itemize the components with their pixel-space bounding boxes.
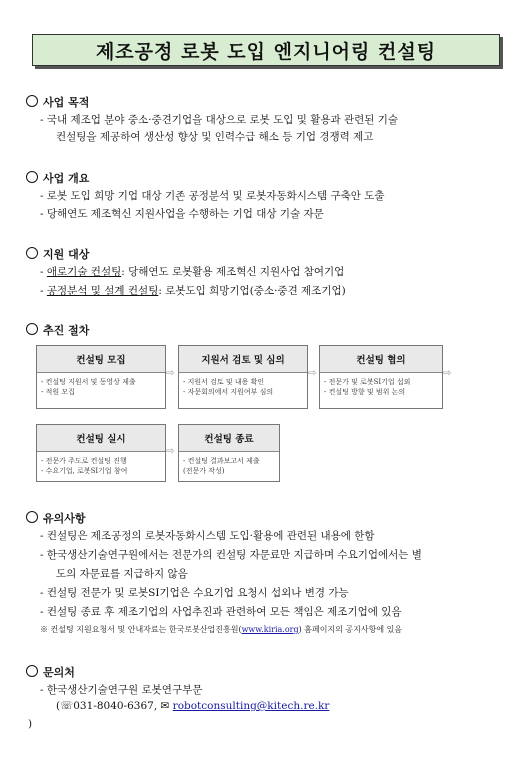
contact-email-link[interactable]: robotconsulting@kitech.re.kr bbox=[172, 700, 330, 712]
target-b-text: : 로봇도입 희망기업(중소·중견 제조기업) bbox=[158, 285, 346, 297]
notes-line-3: 도의 자문료를 지급하지 않음 bbox=[56, 568, 188, 580]
arrow-right-icon: ⇨ bbox=[308, 368, 317, 379]
process-step-2: 지원서 검토 및 심의 - 지원서 검토 및 내용 확인 - 자문회의에서 지원여부 심의 bbox=[178, 345, 308, 409]
notes-footnote: ※ 컨설팅 지원요청서 및 안내자료는 한국로봇산업진흥원(www.kiria.org) 홈페이지의 공지사항에 있음 bbox=[40, 625, 403, 634]
process-step-4: 컨설팅 실시 - 전문가 주도로 컨설팅 진행 - 수요기업, 로봇SI기업 참여 bbox=[36, 424, 166, 482]
section-process-heading: 추진 절차 bbox=[26, 322, 89, 338]
notes-line-2: - 한국생산기술연구원에서는 전문가의 컨설팅 자문료만 지급하며 수요기업에서는 별 bbox=[40, 549, 422, 561]
mail-icon: ✉ bbox=[160, 700, 170, 712]
title-banner bbox=[32, 34, 500, 66]
target-a-text: : 당해연도 로봇활용 제조혁신 지원사업 참여기업 bbox=[121, 266, 345, 278]
kiria-link[interactable]: www.kiria.org bbox=[241, 625, 299, 634]
phone-icon: ☏ bbox=[60, 700, 74, 712]
circle-bullet-icon bbox=[26, 247, 38, 259]
target-line-b: - 공정분석 및 설계 컨설팅: 로봇도입 희망기업(중소·중견 제조기업) bbox=[40, 285, 346, 297]
notes-line-4: - 컨설팅 전문가 및 로봇SI기업은 수요기업 요청시 섭외나 변경 가능 bbox=[40, 587, 349, 599]
section-target-heading: 지원 대상 bbox=[26, 246, 89, 262]
arrow-right-icon: ⇨ bbox=[443, 368, 452, 379]
arrow-right-icon: ⇨ bbox=[166, 368, 175, 379]
target-a-label: 애로기술 컨설팅 bbox=[46, 266, 122, 278]
section-purpose-heading: 사업 목적 bbox=[26, 94, 89, 110]
overview-line-1: - 로봇 도입 희망 기업 대상 기존 공정분석 및 로봇자동화시스템 구축안 도출 bbox=[40, 190, 385, 202]
contact-line: (☏031-8040-6367, ✉ robotconsulting@kitech.re.kr bbox=[56, 700, 330, 712]
section-contact-heading: 문의처 bbox=[26, 664, 75, 680]
notes-line-1: - 컨설팅은 제조공정의 로봇자동화시스템 도입·활용에 관련된 내용에 한함 bbox=[40, 530, 375, 542]
process-step-1: 컨설팅 모집 - 컨설팅 지원서 및 동영상 제출 - 적원 모집 bbox=[36, 345, 166, 409]
circle-bullet-icon bbox=[26, 323, 38, 335]
page-title: 제조공정 로봇 도입 엔지니어링 컨설팅 bbox=[95, 40, 437, 63]
overview-line-2: - 당해연도 제조혁신 지원사업을 수행하는 기업 대상 기술 자문 bbox=[40, 208, 324, 220]
process-step-3: 컨설팅 협의 - 전문가 및 로봇SI기업 섭외 - 컨설팅 방향 및 범위 논의 bbox=[319, 345, 443, 409]
purpose-line-1: - 국내 제조업 분야 중소·중견기업을 대상으로 로봇 도입 및 활용과 관련된 기술 bbox=[40, 114, 399, 126]
contact-close-paren: ) bbox=[28, 718, 33, 730]
circle-bullet-icon bbox=[26, 171, 38, 183]
process-step-5: 컨설팅 종료 - 컨설팅 결과보고서 제출 (전문가 작성) bbox=[178, 424, 280, 482]
section-overview-heading: 사업 개요 bbox=[26, 170, 89, 186]
arrow-right-icon: ⇨ bbox=[166, 446, 175, 457]
target-b-label: 공정분석 및 설계 컨설팅 bbox=[46, 285, 159, 297]
circle-bullet-icon bbox=[26, 665, 38, 677]
circle-bullet-icon bbox=[26, 511, 38, 523]
contact-phone: 031-8040-6367, bbox=[73, 700, 158, 712]
contact-org: - 한국생산기술연구원 로봇연구부문 bbox=[40, 684, 203, 696]
purpose-line-2: 컨설팅을 제공하여 생산성 향상 및 인력수급 해소 등 기업 경쟁력 제고 bbox=[56, 131, 374, 143]
target-line-a: - 애로기술 컨설팅: 당해연도 로봇활용 제조혁신 지원사업 참여기업 bbox=[40, 266, 345, 278]
circle-bullet-icon bbox=[26, 95, 38, 107]
section-notes-heading: 유의사항 bbox=[26, 510, 86, 526]
notes-line-5: - 컨설팅 종료 후 제조기업의 사업추진과 관련하여 모든 책임은 제조기업에 있음 bbox=[40, 606, 402, 618]
